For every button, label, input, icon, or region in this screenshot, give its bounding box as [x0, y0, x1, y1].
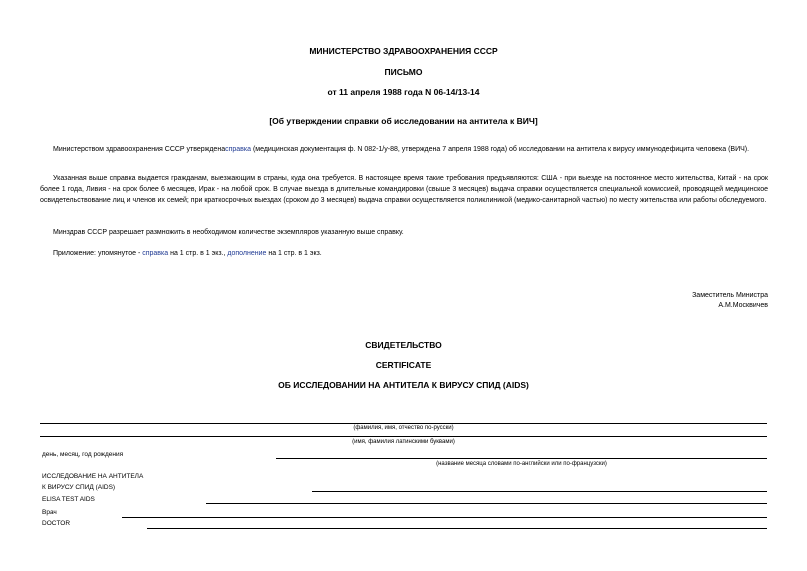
document-type: ПИСЬМО	[384, 67, 423, 77]
signature-name: А.М.Москвичев	[718, 301, 768, 309]
certificate-title-ru: СВИДЕТЕЛЬСТВО	[365, 340, 442, 350]
name-ru-line[interactable]	[40, 423, 767, 424]
test-label-line2: К ВИРУСУ СПИД (AIDS)	[42, 484, 116, 491]
doctor-label-en: DOCTOR	[42, 520, 71, 527]
ministry-heading: МИНИСТЕРСТВО ЗДРАВООХРАНЕНИЯ СССР	[309, 46, 498, 56]
certificate-title-en: CERTIFICATE	[375, 360, 432, 370]
test-label-line1: ИССЛЕДОВАНИЕ НА АНТИТЕЛА	[42, 473, 144, 480]
elisa-label: ELISA TEST AIDS	[42, 496, 95, 503]
appendix-certificate-link[interactable]: справка	[142, 250, 169, 257]
month-caption: (название месяца словами по-английски или по-французски)	[436, 461, 607, 467]
paragraph-text: (медицинская документация ф. N 082-1/у-88, утверждена 7 апреля 1988 года) об исследовании на антитела к вирусу иммунодефицита человека (ВИЧ).	[251, 146, 750, 153]
dob-label: день, месяц, год рождения	[42, 451, 124, 458]
appendix-supplement-link[interactable]: дополнение	[227, 250, 267, 257]
name-lat-line[interactable]	[40, 436, 767, 437]
doctor-label-ru: Врач	[42, 509, 57, 516]
paragraph-text: Указанная выше справка выдается гражданам, выезжающим в страны, куда она требуется. В настоящее время такие требования предъявляются: США - при выезде на постоянное место жительства, Китай - на срок более 1 года, Ливия - на срок более 6 месяцев, Ирак - на любой срок. В случае выезда в длительные командировки (свыше 3 месяцев) выдача справки осуществляется специальной комиссией, проводящей медицинское освидетельствование лиц и членов их семей; при краткосрочных выездах (сроком до 3 месяцев) выдача справки осуществляется поликлиникой (медико-санитарной частью) по месту жительства или работы обследуемого.	[40, 175, 768, 205]
name-lat-caption: (имя, фамилия латинскими буквами)	[352, 439, 455, 445]
paragraph-text: Министерством здравоохранения СССР утверждена	[53, 146, 226, 153]
paragraph-approval	[40, 144, 768, 155]
paragraph-text: Минздрав СССР разрешает размножить в необходимом количестве экземпляров указанную выше справку.	[53, 229, 404, 236]
doctor-line[interactable]	[122, 517, 767, 518]
paragraph-permission	[40, 227, 768, 238]
certificate-subtitle: ОБ ИССЛЕДОВАНИИ НА АНТИТЕЛА К ВИРУСУ СПИД (AIDS)	[278, 380, 529, 390]
test-result-line[interactable]	[312, 491, 767, 492]
dob-line[interactable]	[276, 458, 767, 459]
document-title: [Об утверждении справки об исследовании на антитела к ВИЧ]	[269, 116, 538, 126]
paragraph-text: Приложение: упомянутое -	[53, 250, 143, 257]
paragraph-appendix	[40, 248, 768, 259]
certificate-link[interactable]: справка	[225, 146, 251, 153]
doctor-en-line[interactable]	[147, 528, 767, 529]
paragraph-text: на 1 стр. в 1 экз.,	[168, 250, 228, 257]
elisa-result-line[interactable]	[206, 503, 767, 504]
paragraph-text: на 1 стр. в 1 экз.	[266, 250, 322, 257]
paragraph-issuance	[40, 173, 768, 207]
signature-position: Заместитель Министра	[692, 292, 768, 299]
signature-block	[692, 291, 768, 310]
name-ru-caption: (фамилия, имя, отчество по-русски)	[353, 425, 454, 431]
document-date-number: от 11 апреля 1988 года N 06-14/13-14	[327, 87, 480, 97]
